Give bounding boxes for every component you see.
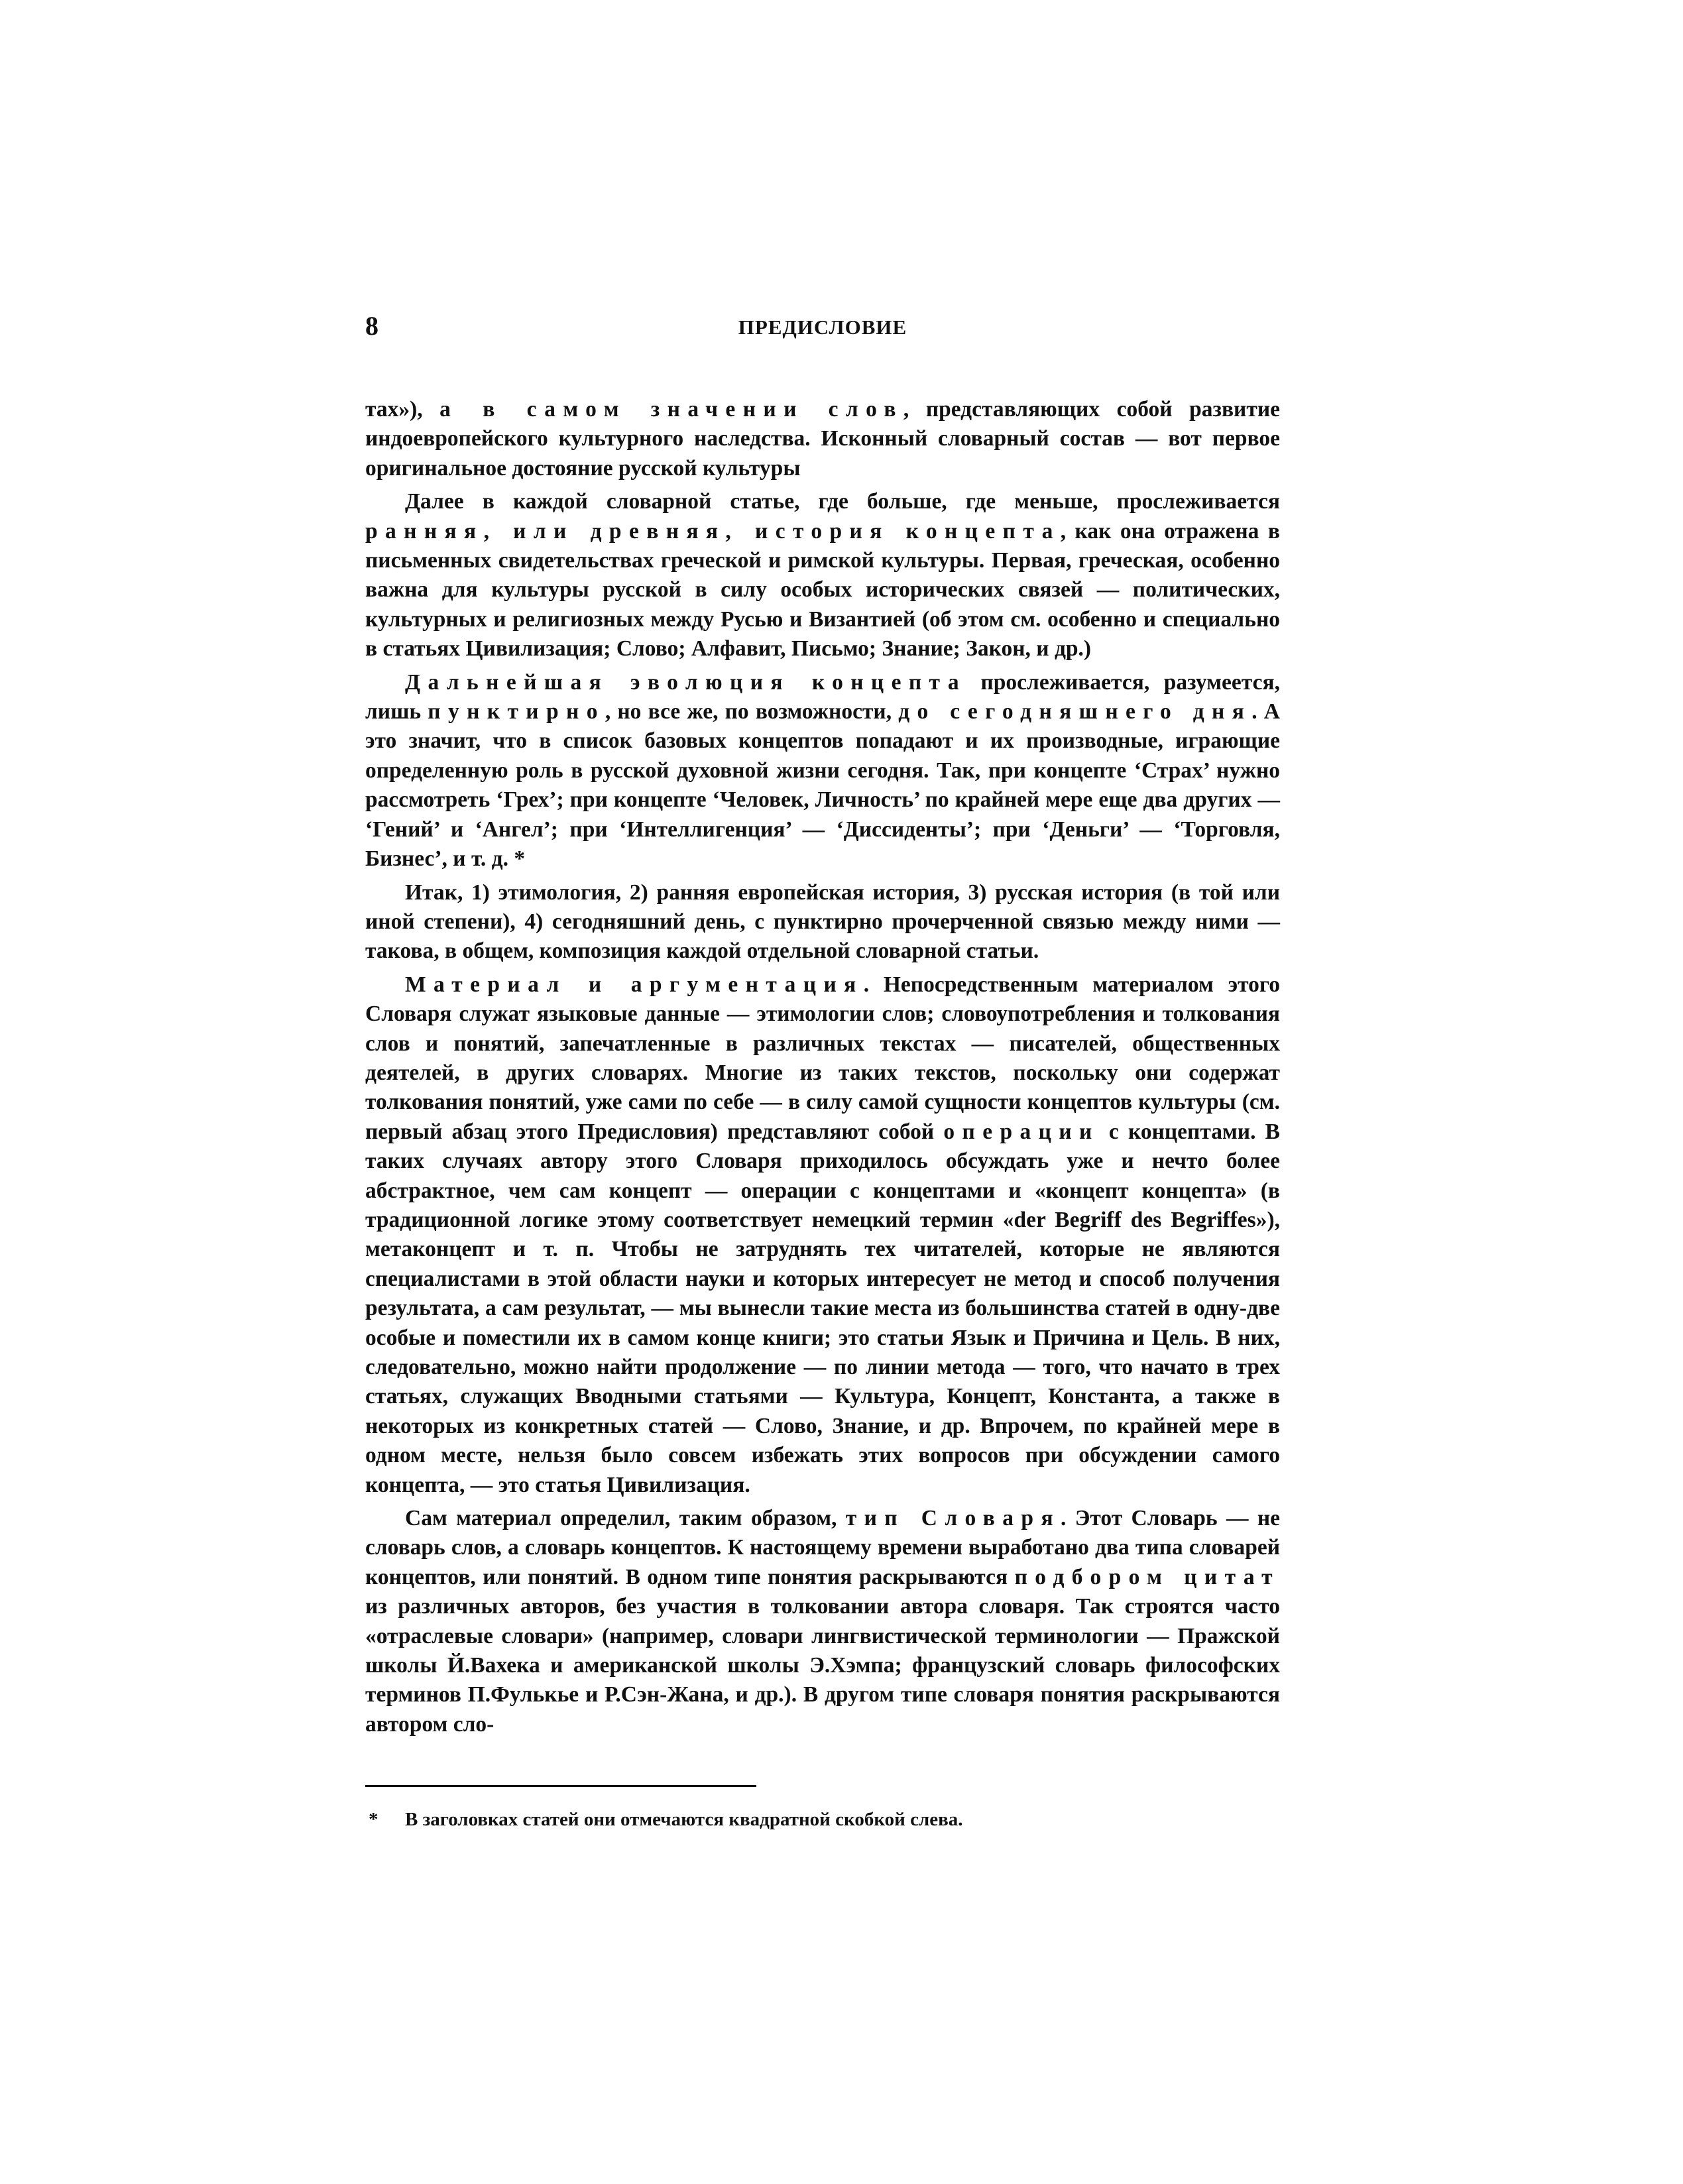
text-run: , но все же, по возможности, xyxy=(605,699,899,724)
spaced-emphasis: ранняя, или древняя, история концепта xyxy=(365,518,1061,544)
text-run: с концептами. В таких случаях автору этого Словаря приходилось обсуждать уже и нечто более абстрактное, чем сам концепт — операции с концептами и «концепт концепта» (в традиционной логике этому соответствует немецкий термин «der Begriff des Begriffes»), метаконцепт и т. п. Чтобы не затруднять тех читателей, которые не являются специалистами в этой области науки и которых интересует не метод и способ получения результата, а сам результат, — мы вынесли такие места из большинства статей в одну-две особые и поместили их в самом конце книги; это статьи Язык и Причина и Цель. В них, следовательно, можно найти продолжение — по линии метода — того, что начато в трех статьях, служащих Вводными статьями — Культура, Концепт, Константа, а также в некоторых из конкретных статей — Слово, Знание, и др. Впрочем, по крайней мере в одном месте, нельзя было совсем избежать этих вопросов при обсуждении самого концепта, — это статья Цивилизация. xyxy=(365,1119,1280,1497)
spaced-emphasis: операции xyxy=(943,1119,1100,1144)
paragraph-4 xyxy=(365,878,1280,966)
paragraph-3 xyxy=(365,668,1280,874)
page-number: 8 xyxy=(365,311,378,341)
text-run: Далее в каждой словарной статье, где больше, где меньше, прослеживается xyxy=(405,489,1280,514)
spaced-emphasis: до сегодняшнего дня xyxy=(898,699,1252,724)
running-title: ПРЕДИСЛОВИЕ xyxy=(738,316,907,339)
text-run: , представляющих собой развитие индоевропейского культурного наследства. Исконный словарный состав — вот первое оригинальное достояние русской культуры xyxy=(365,397,1280,481)
paragraph-5 xyxy=(365,970,1280,1500)
paragraph-1 xyxy=(365,395,1280,483)
text-run: . Непосредственным материалом этого Словаря служат языковые данные — этимологии слов; словоупотребления и толкования слов и понятий, запечатленные в различных текстах — писателей, общественных деятелей, в других словарях. Многие из таких текстов, поскольку они содержат толкования понятий, уже сами по себе — в силу самой сущности концептов культуры (см. первый абзац этого Предисловия) представляют собой xyxy=(365,972,1280,1144)
spaced-emphasis: Дальнейшая эволюция концепта xyxy=(405,669,966,695)
footnote-text: В заголовках статей они отмечаются квадратной скобкой слева. xyxy=(405,1809,963,1830)
spaced-emphasis: тип Словаря xyxy=(845,1506,1061,1531)
spaced-emphasis: подбором цитат xyxy=(1014,1564,1280,1589)
text-run: Итак, 1) этимология, 2) ранняя европейская история, 3) русская история (в той или иной степени), 4) сегодняшний день, с пунктирно прочерченной связью между ними — такова, в общем, композиция каждой отдельной словарной статьи. xyxy=(365,880,1280,964)
text-run: , как она отражена в письменных свидетельствах греческой и римской культуры. Первая, греческая, особенно важна для культуры русской в силу особых исторических связей — политических, культурных и религиозных между Русью и Византией (об этом см. особенно и специально в статьях Цивилизация; Слово; Алфавит, Письмо; Знание; Закон, и др.) xyxy=(365,518,1280,661)
paragraph-6 xyxy=(365,1504,1280,1739)
footnote-rule xyxy=(365,1785,756,1787)
footnote xyxy=(369,1808,1270,1831)
paragraph-2 xyxy=(365,487,1280,663)
main-text xyxy=(365,395,1280,1743)
spaced-emphasis: пунктирно xyxy=(428,699,605,724)
footnote-mark: * xyxy=(369,1809,378,1830)
spaced-emphasis: Материал и аргументация xyxy=(405,972,864,997)
text-run: из различных авторов, без участия в толковании автора словаря. Так строятся часто «отраслевые словари» (например, словари лингвистической терминологии — Пражской школы Й.Вахека и американской школы Э.Хэмпа; французский словарь философских терминов П.Фулькье и Р.Сэн-Жана, и др.). В другом типе словаря понятия раскрываются автором сло- xyxy=(365,1594,1280,1737)
spaced-emphasis: а в самом значении слов xyxy=(439,397,903,422)
text-run: Сам материал определил, таким образом, xyxy=(405,1506,846,1531)
text-run: тах»), xyxy=(365,397,440,422)
text-run: . А это значит, что в список базовых концептов попадают и их производные, играющие определенную роль в русской духовной жизни сегодня. Так, при концепте ‘Страх’ нужно рассмотреть ‘Грех’; при концепте ‘Человек, Личность’ по крайней мере еще два других — ‘Гений’ и ‘Ангел’; при ‘Интеллигенция’ — ‘Диссиденты’; при ‘Деньги’ — ‘Торговля, Бизнес’, и т. д. * xyxy=(365,699,1280,872)
text-run: . Этот Словарь — не словарь слов, а словарь концептов. К настоящему времени выработано два типа словарей концептов, или понятий. В одном типе понятия раскрываются xyxy=(365,1506,1280,1589)
text-run: прослеживается, разумеется, лишь xyxy=(365,669,1280,724)
